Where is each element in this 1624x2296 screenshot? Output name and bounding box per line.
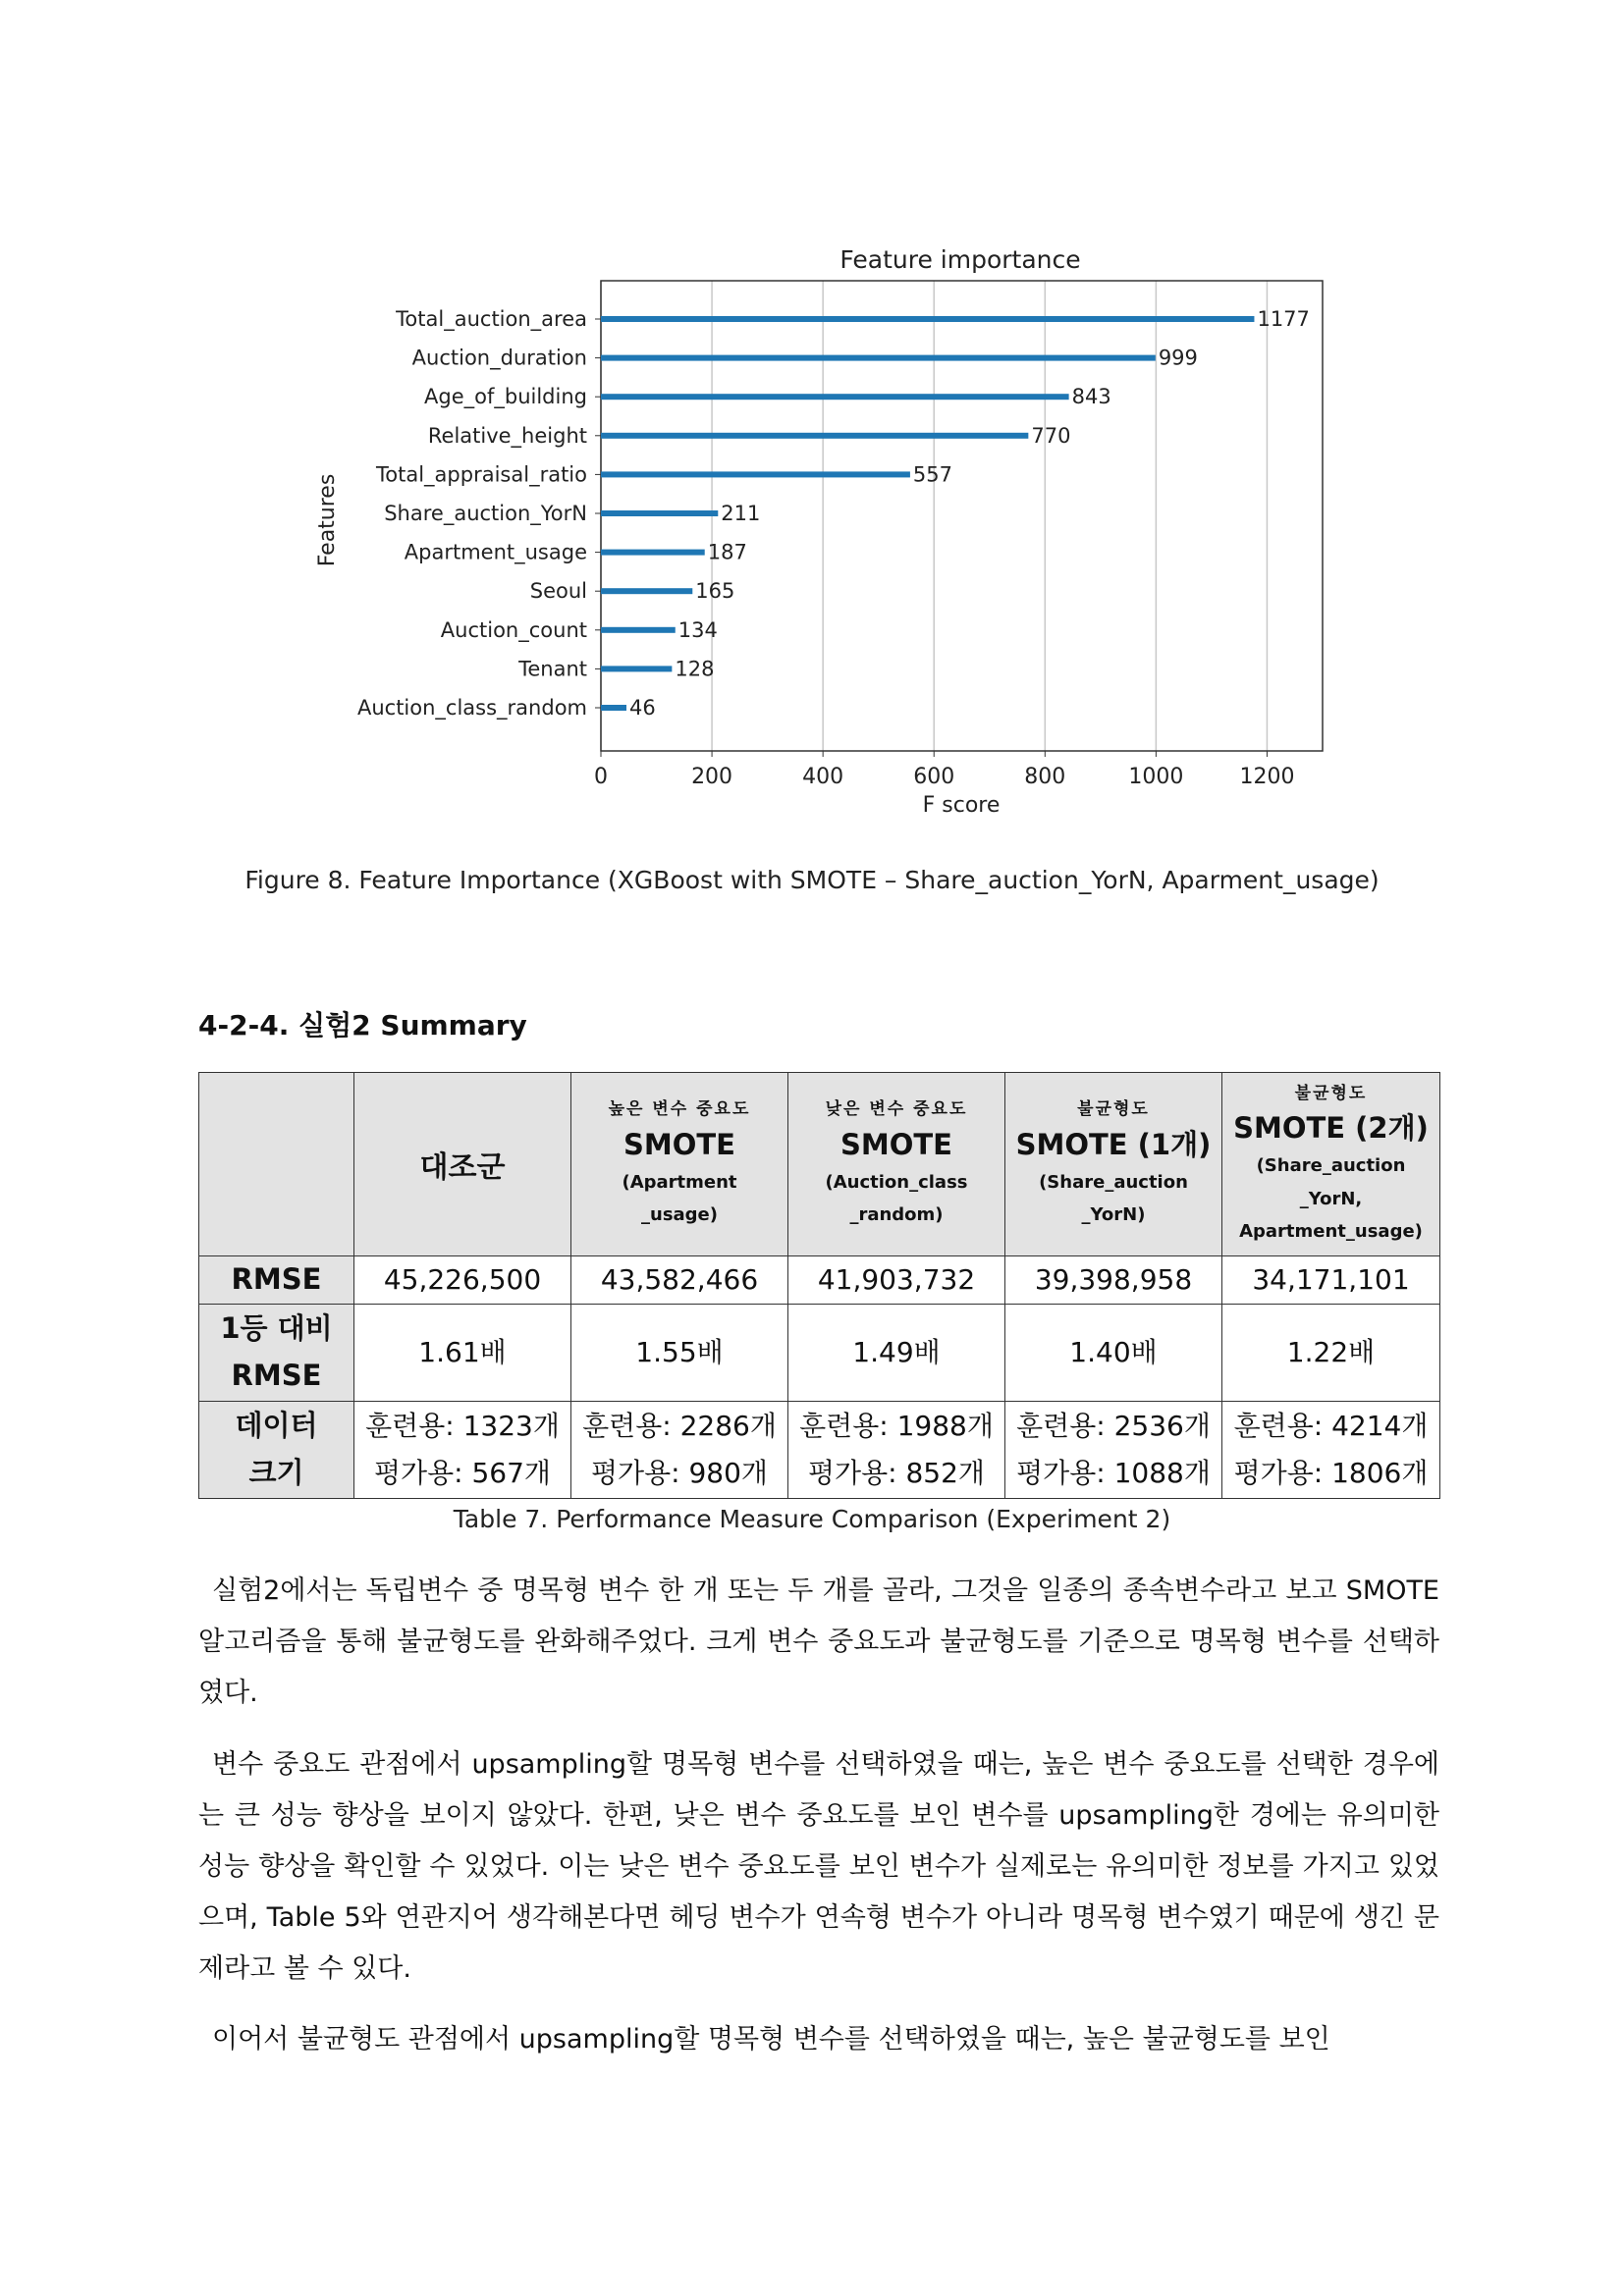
header-control: 대조군 <box>354 1073 571 1256</box>
table-caption: Table 7. Performance Measure Comparison (Experiment 2) <box>453 1505 1171 1533</box>
table-corner-cell <box>199 1073 354 1256</box>
y-tick-label: Total_auction_area <box>396 307 587 331</box>
table-cell: 1.61배 <box>354 1305 571 1402</box>
table-cell: 1.49배 <box>788 1305 1005 1402</box>
table-cell: 훈련용: 2536개 평가용: 1088개 <box>1005 1402 1222 1499</box>
x-tick-label: 1000 <box>1128 765 1184 789</box>
paragraph-3: 이어서 불균형도 관점에서 upsampling할 명목형 변수를 선택하였을 때는, 높은 불균형도를 보인 <box>212 2024 1330 2055</box>
y-tick-labels <box>357 307 601 721</box>
y-tick-label: Tenant <box>518 657 587 681</box>
summary-table <box>198 1072 1440 1499</box>
bar <box>601 627 676 633</box>
table-cell: 훈련용: 1323개 평가용: 567개 <box>354 1402 571 1499</box>
y-tick-label: Auction_duration <box>411 346 587 370</box>
table-cell: 1.40배 <box>1005 1305 1222 1402</box>
bar <box>601 355 1156 361</box>
bar <box>601 705 626 711</box>
x-tick-label: 600 <box>913 765 955 789</box>
table-cell: 훈련용: 4214개 평가용: 1806개 <box>1222 1402 1440 1499</box>
x-tick-label: 0 <box>594 765 608 789</box>
table-row-ratio <box>199 1305 1440 1402</box>
bar-value-label: 770 <box>1031 423 1071 448</box>
bar <box>601 471 910 477</box>
table-cell: 34,171,101 <box>1222 1256 1440 1305</box>
bar <box>601 433 1028 439</box>
table-cell: 39,398,958 <box>1005 1256 1222 1305</box>
row-head: 1등 대비 RMSE <box>199 1305 354 1402</box>
bar-value-label: 165 <box>695 579 735 604</box>
section-title: 4-2-4. 실험2 Summary <box>198 1009 527 1041</box>
table-row-rmse <box>199 1256 1440 1305</box>
bar-value-label: 211 <box>721 502 761 525</box>
bar-value-label: 134 <box>677 617 718 642</box>
header-col-3: 불균형도 SMOTE (1개) (Share_auction _YorN) <box>1005 1073 1222 1256</box>
bar <box>601 666 672 671</box>
feature-importance-chart <box>295 226 1355 834</box>
row-head: RMSE <box>199 1256 354 1305</box>
x-tick-label: 800 <box>1024 765 1066 789</box>
y-tick-label: Share_auction_YorN <box>384 502 587 525</box>
bar-value-label: 843 <box>1071 385 1111 409</box>
y-tick-label: Seoul <box>529 579 587 604</box>
x-axis-label: F score <box>922 793 1001 818</box>
row-head: 데이터 크기 <box>199 1402 354 1499</box>
table-cell: 훈련용: 2286개 평가용: 980개 <box>571 1402 788 1499</box>
bar <box>601 588 692 594</box>
bar <box>601 510 718 516</box>
bar <box>601 394 1069 400</box>
header-col-4: 불균형도 SMOTE (2개) (Share_auction _YorN, Apartment_usage) <box>1222 1073 1440 1256</box>
table-cell: 45,226,500 <box>354 1256 571 1305</box>
bar-value-label: 187 <box>707 540 747 564</box>
bar <box>601 550 705 556</box>
bar-value-label: 1177 <box>1257 307 1310 331</box>
y-axis-label: Features <box>315 473 340 567</box>
table-header-row <box>199 1073 1440 1256</box>
y-tick-label: Auction_count <box>440 617 587 642</box>
y-tick-label: Age_of_building <box>424 385 587 409</box>
paragraph-1: 실험2에서는 독립변수 중 명목형 변수 한 개 또는 두 개를 골라, 그것을 일종의 종속변수라고 보고 SMOTE 알고리즘을 통해 불균형도를 완화해주었다. 크게 변수 중요도과 불균형도를 기준으로 명목형 변수를 선택하였다. <box>198 1575 1439 1708</box>
x-tick-label: 200 <box>691 765 733 789</box>
table-cell: 1.55배 <box>571 1305 788 1402</box>
header-col-1: 높은 변수 중요도 SMOTE (Apartment _usage) <box>571 1073 788 1256</box>
y-tick-label: Total_appraisal_ratio <box>376 462 587 487</box>
table-cell: 훈련용: 1988개 평가용: 852개 <box>788 1402 1005 1499</box>
header-col-2: 낮은 변수 중요도 SMOTE (Auction_class _random) <box>788 1073 1005 1256</box>
x-tick-label: 1200 <box>1239 765 1295 789</box>
paragraph-2: 변수 중요도 관점에서 upsampling할 명목형 변수를 선택하였을 때는, 높은 변수 중요도를 선택한 경우에는 큰 성능 향상을 보이지 않았다. 한편, 낮은 변수 중요도를 보인 변수를 upsampling한 경에는 유의미한 성능 향상을 확인할 수 있었다. 이는 낮은 변수 중요도를 보인 변수가 실제로는 유의미한 정보를 가지고 있었으며, Table 5와 연관지어 생각해본다면 헤딩 변수가 연속형 변수가 아니라 명목형 변수였기 때문에 생긴 문제라고 볼 수 있다. <box>198 1749 1439 1984</box>
y-tick-label: Auction_class_random <box>356 696 587 720</box>
bar-value-label: 46 <box>629 696 656 720</box>
y-tick-label: Apartment_usage <box>404 540 587 564</box>
table-row-data-size <box>199 1402 1440 1499</box>
bar-value-label: 557 <box>912 462 953 487</box>
bar <box>601 316 1254 322</box>
chart-title: Feature importance <box>839 245 1081 274</box>
table-cell: 41,903,732 <box>788 1256 1005 1305</box>
table-cell: 1.22배 <box>1222 1305 1440 1402</box>
table-cell: 43,582,466 <box>571 1256 788 1305</box>
x-tick-label: 400 <box>802 765 844 789</box>
bar-value-label: 128 <box>675 657 715 681</box>
y-tick-label: Relative_height <box>427 423 587 448</box>
chart-bars <box>601 307 1310 720</box>
x-tick-labels <box>594 751 1294 789</box>
figure-caption: Figure 8. Feature Importance (XGBoost with SMOTE – Share_auction_YorN, Aparment_usage) <box>244 866 1380 894</box>
bar-value-label: 999 <box>1158 346 1198 370</box>
